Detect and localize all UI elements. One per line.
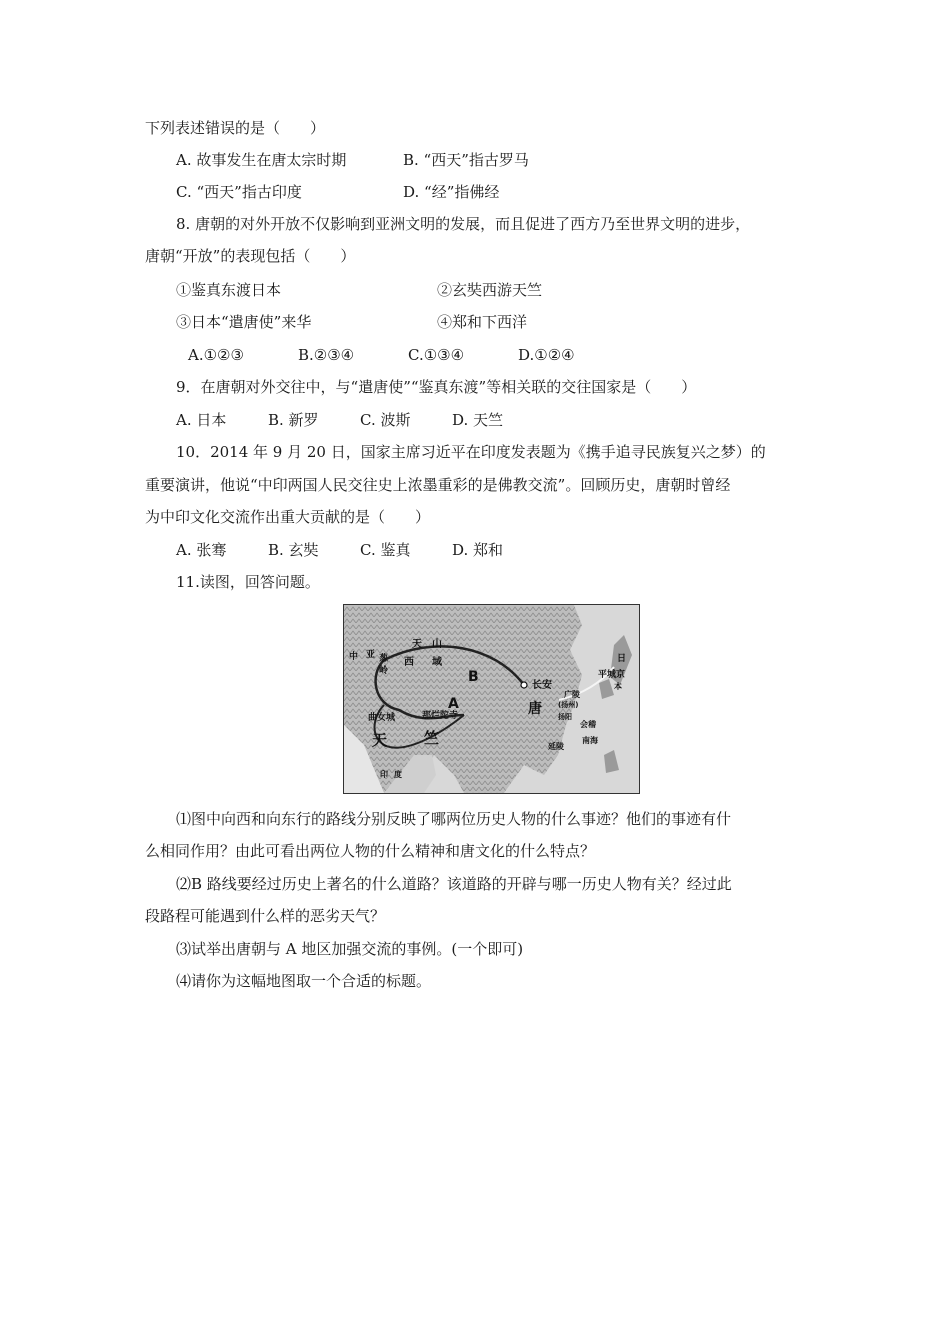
label-pingchengjing: 平城京 bbox=[598, 670, 626, 680]
q7-option-a: A. 故事发生在唐太宗时期 bbox=[176, 151, 347, 169]
label-kuaiji: 会稽 bbox=[580, 720, 596, 729]
label-ben: 本 bbox=[614, 682, 622, 691]
label-guangling: 广陵 bbox=[564, 690, 580, 699]
q10-option-b: B. 玄奘 bbox=[268, 541, 319, 559]
q10-stem-line2: 重要演讲，他说“中印两国人民交往史上浓墨重彩的是佛教交流”。回顾历史，唐朝时曾经 bbox=[145, 476, 731, 494]
q11-part4: ⑷请你为这幅地图取一个合适的标题。 bbox=[176, 972, 432, 990]
label-yanling: 延陵 bbox=[548, 742, 564, 751]
q8-item-3: ③日本“遣唐使”来华 bbox=[176, 313, 312, 331]
label-tang: 唐 bbox=[528, 701, 542, 717]
label-shan: 山 bbox=[432, 639, 442, 650]
label-yin: 印 bbox=[380, 770, 388, 779]
label-ri: 日 bbox=[617, 654, 627, 664]
q11-part3: ⑶试举出唐朝与 A 地区加强交流的事例。(一个即可) bbox=[176, 940, 524, 958]
q10-option-d: D. 郑和 bbox=[452, 541, 504, 559]
label-region-a: A bbox=[448, 696, 459, 712]
q9-option-b: B. 新罗 bbox=[268, 411, 319, 429]
q8-item-4: ④郑和下西洋 bbox=[437, 313, 528, 331]
label-zhong: 中 bbox=[349, 652, 359, 662]
label-nalantuo: 那烂陀寺 bbox=[422, 711, 459, 721]
q7-option-d: D. “经”指佛经 bbox=[403, 183, 500, 201]
label-yu: 域 bbox=[432, 657, 442, 668]
q8-item-2: ②玄奘西游天竺 bbox=[437, 281, 543, 299]
label-yangyang: 扬阳 bbox=[558, 713, 572, 721]
label-du: 度 bbox=[394, 770, 402, 779]
q11-part2-line1: ⑵B 路线要经过历史上著名的什么道路？该道路的开辟与哪一历史人物有关？经过此 bbox=[176, 875, 732, 893]
label-tianzhu-zhu: 竺 bbox=[424, 729, 440, 747]
q8-stem-line1: 8. 唐朝的对外开放不仅影响到亚洲文明的发展，而且促进了西方乃至世界文明的进步， bbox=[176, 215, 751, 233]
label-ya: 亚 bbox=[366, 650, 376, 660]
q8-option-b: B.②③④ bbox=[298, 346, 355, 364]
q10-stem-line3: 为中印文化交流作出重大贡献的是（ ） bbox=[145, 508, 431, 526]
q11-part1-line1: ⑴图中向西和向东行的路线分别反映了哪两位历史人物的什么事迹？他们的事迹有什 bbox=[176, 810, 732, 828]
label-tian: 天 bbox=[412, 639, 422, 650]
changan-marker bbox=[521, 682, 527, 688]
q9-option-a: A. 日本 bbox=[176, 411, 227, 429]
q7-option-b: B. “西天”指古罗马 bbox=[403, 151, 529, 169]
q8-item-1: ①鉴真东渡日本 bbox=[176, 281, 282, 299]
q7-stem: 下列表述错误的是（ ） bbox=[145, 119, 326, 137]
q8-option-a: A.①②③ bbox=[188, 346, 244, 364]
label-route-b: B bbox=[468, 669, 479, 685]
q9-stem: 9．在唐朝对外交往中，与“遣唐使”“鉴真东渡”等相关联的交往国家是（ ） bbox=[176, 378, 697, 396]
asia-landmass bbox=[344, 605, 582, 793]
q11-stem: 11.读图，回答问题。 bbox=[176, 573, 320, 591]
q8-option-d: D.①②④ bbox=[518, 346, 575, 364]
q8-stem-line2: 唐朝“开放”的表现包括（ ） bbox=[145, 247, 356, 265]
label-changan: 长安 bbox=[532, 680, 552, 691]
label-tianzhu-tian: 天 bbox=[372, 731, 388, 749]
q9-option-c: C. 波斯 bbox=[360, 411, 411, 429]
q10-option-c: C. 鉴真 bbox=[360, 541, 411, 559]
q11-part2-line2: 段路程可能遇到什么样的恶劣天气？ bbox=[145, 907, 386, 925]
q10-option-a: A. 张骞 bbox=[176, 541, 227, 559]
label-ling: 岭 bbox=[379, 666, 389, 676]
q10-stem-line1: 10．2014 年 9 月 20 日，国家主席习近平在印度发表题为《携手追寻民族复兴之梦）的 bbox=[176, 443, 766, 461]
label-xi: 西 bbox=[404, 657, 414, 668]
q7-option-c: C. “西天”指古印度 bbox=[176, 183, 302, 201]
label-qunvcheng: 曲女城 bbox=[368, 713, 396, 723]
label-cong: 葱 bbox=[379, 654, 389, 664]
q9-option-d: D. 天竺 bbox=[452, 411, 504, 429]
tang-dynasty-route-map bbox=[343, 604, 640, 794]
q11-part1-line2: 么相同作用？由此可看出两位人物的什么精神和唐文化的什么特点？ bbox=[145, 842, 596, 860]
q8-option-c: C.①③④ bbox=[408, 346, 465, 364]
label-yangzhou: (扬州) bbox=[558, 701, 579, 709]
label-nanhai: 南海 bbox=[582, 736, 598, 745]
